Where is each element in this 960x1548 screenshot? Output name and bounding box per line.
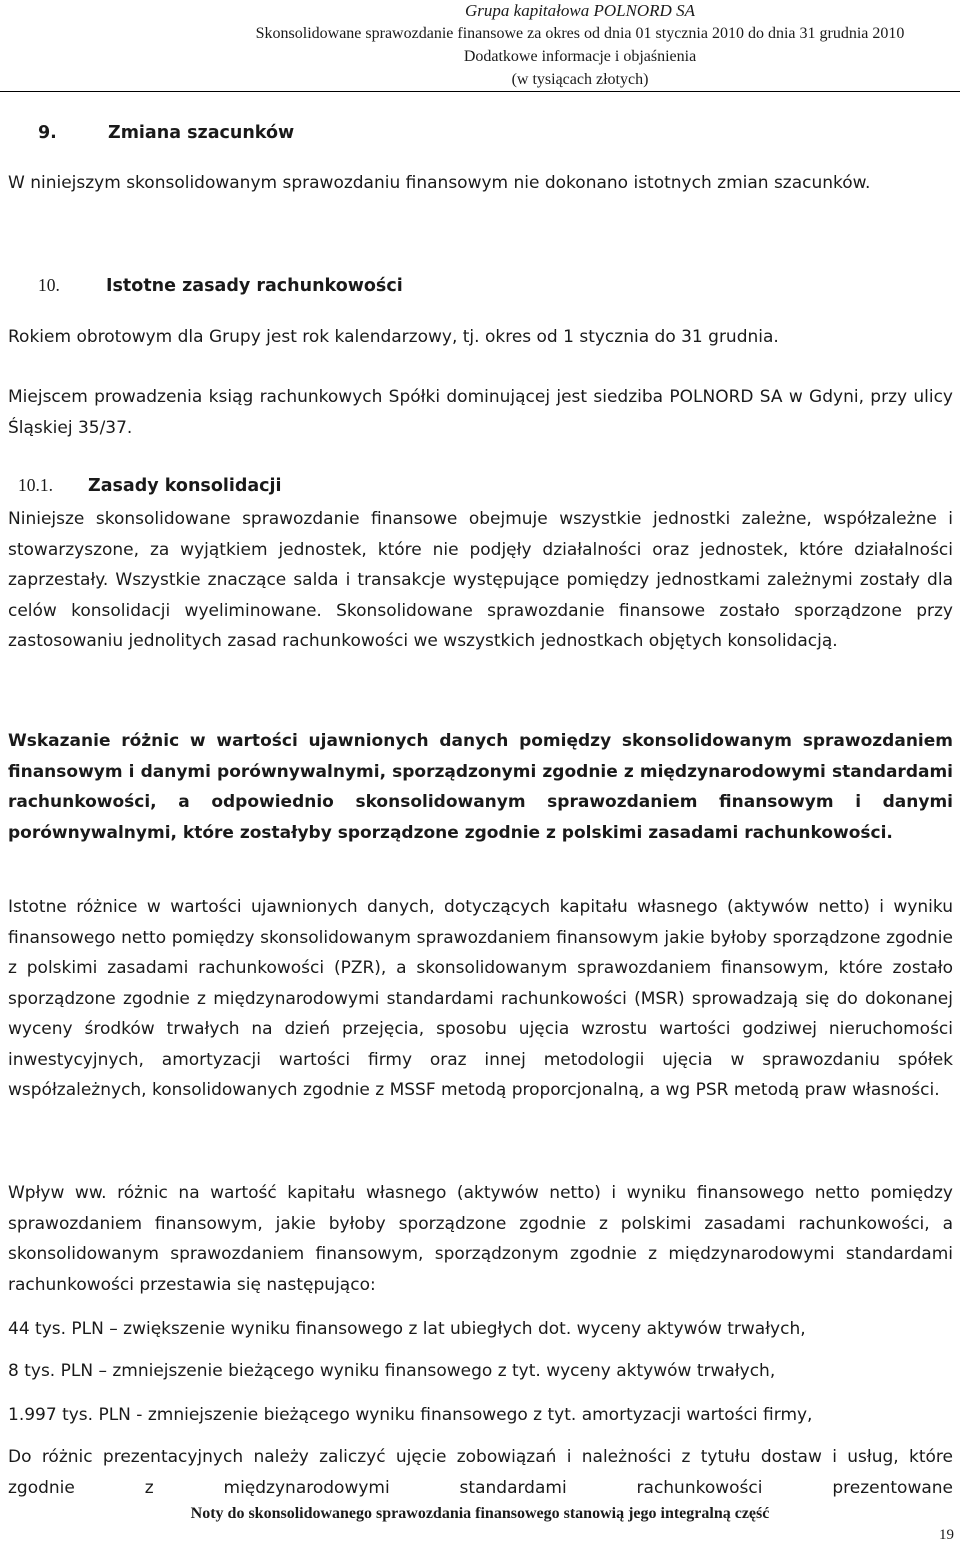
section-10-heading [38, 270, 403, 302]
header-report-title: Skonsolidowane sprawozdanie finansowe za okres od dnia 01 stycznia 2010 do dnia 31 grudnia 2010 [255, 25, 905, 42]
consolidation-text: Niniejsze skonsolidowane sprawozdanie finansowe obejmuje wszystkie jednostki zależne, współzależne i stowarzyszone, za wyjątkiem jednostek, które nie podjęły działalności oraz jednostek, które działalności zaprzestały. Wszystkie znaczące salda i transakcje występujące pomiędzy jednostkami zależnymi zostały dla celów konsolidacji wyeliminowane. Skonsolidowane sprawozdanie finansowe zostało sporządzone przy zastosowaniu jednolitych zasad rachunkowości we wszystkich jednostkach objętych konsolidacją. [8, 509, 953, 651]
footer-note: Noty do skonsolidowanego sprawozdania finansowego stanowią jego integralną część [190, 1505, 770, 1522]
section-10-title: Istotne zasady rachunkowości [106, 276, 403, 296]
section-9-number: 9. [38, 123, 57, 143]
section-9-title: Zmiana szacunków [108, 123, 295, 143]
page-header [0, 0, 960, 92]
presentation-differences-text: Do różnic prezentacyjnych należy zaliczyć ujęcie zobowiązań i należności z tytułu dostaw i usług, które zgodnie z międzynarodowymi standardami rachunkowości prezentowane [8, 1447, 953, 1498]
header-company: Grupa kapitałowa POLNORD SA [465, 1, 695, 20]
seat-text: Miejscem prowadzenia ksiąg rachunkowych Spółki dominującej jest siedziba POLNORD SA w Gdyni, przy ulicy Śląskiej 35/37. [8, 387, 953, 438]
header-subtitle: Dodatkowe informacje i objaśnienia [463, 48, 697, 65]
list-item: 44 tys. PLN – zwiększenie wyniku finansowego z lat ubiegłych dot. wyceny aktywów trwałych, [8, 1319, 806, 1339]
list-item: 8 tys. PLN – zmniejszenie bieżącego wyniku finansowego z tyt. wyceny aktywów trwałych, [8, 1361, 776, 1381]
section-10-number: 10. [38, 275, 60, 295]
section-9-text: W niniejszym skonsolidowanym sprawozdaniu finansowym nie dokonano istotnych zmian szacunków. [8, 173, 871, 193]
list-item: 1.997 tys. PLN - zmniejszenie bieżącego wyniku finansowego z tyt. amortyzacji wartości firmy, [8, 1405, 813, 1425]
header-units: (w tysiącach złotych) [511, 71, 649, 88]
section-9-heading [38, 118, 294, 149]
differences-paragraph: Istotne różnice w wartości ujawnionych danych, dotyczących kapitału własnego (aktywów netto) i wyniku finansowego netto pomiędzy skonsolidowanym sprawozdaniem finansowym jakie byłoby sporządzone zgodnie z polskimi zasadami rachunkowości (PZR), a skonsolidowanym sprawozdaniem finansowym, które zostało sporządzone zgodnie z międzynarodowymi standardami rachunkowości (MSR) sprowadzają się do dokonanej wyceny środków trwałych na dzień przejęcia, sposobu ujęcia wzrostu wartości godziwej nieruchomości inwestycyjnych, amortyzacji wartości firmy oraz innej metodologii ujęcia w sprawozdaniu spółek współzależnych, konsolidowanych zgodnie z MSSF metodą proporcjonalną, a wg PSR metodą praw własności. [8, 897, 953, 1100]
impact-paragraph: Wpływ ww. różnic na wartość kapitału własnego (aktywów netto) i wyniku finansowego netto pomiędzy sprawozdaniem finansowym, jakie byłoby sporządzone zgodnie z polskimi zasadami rachunkowości, a skonsolidowanym sprawozdaniem finansowym, sporządzonym zgodnie z międzynarodowymi standardami rachunkowości przestawia się następująco: [8, 1183, 953, 1295]
fiscal-year-text: Rokiem obrotowym dla Grupy jest rok kalendarzowy, tj. okres od 1 stycznia do 31 grudnia. [8, 327, 779, 347]
section-10-1-number: 10.1. [18, 475, 53, 495]
page-number: 19 [939, 1527, 954, 1543]
section-10-1-heading [18, 470, 282, 502]
differences-heading: Wskazanie różnic w wartości ujawnionych danych pomiędzy skonsolidowanym sprawozdaniem finansowym i danymi porównywalnymi, sporządzonymi zgodnie z międzynarodowymi standardami rachunkowości, a odpowiednio skonsolidowanym sprawozdaniem finansowym i danymi porównywalnymi, które zostałyby sporządzone zgodnie z polskimi zasadami rachunkowości. [8, 731, 953, 843]
section-10-1-title: Zasady konsolidacji [88, 476, 282, 496]
